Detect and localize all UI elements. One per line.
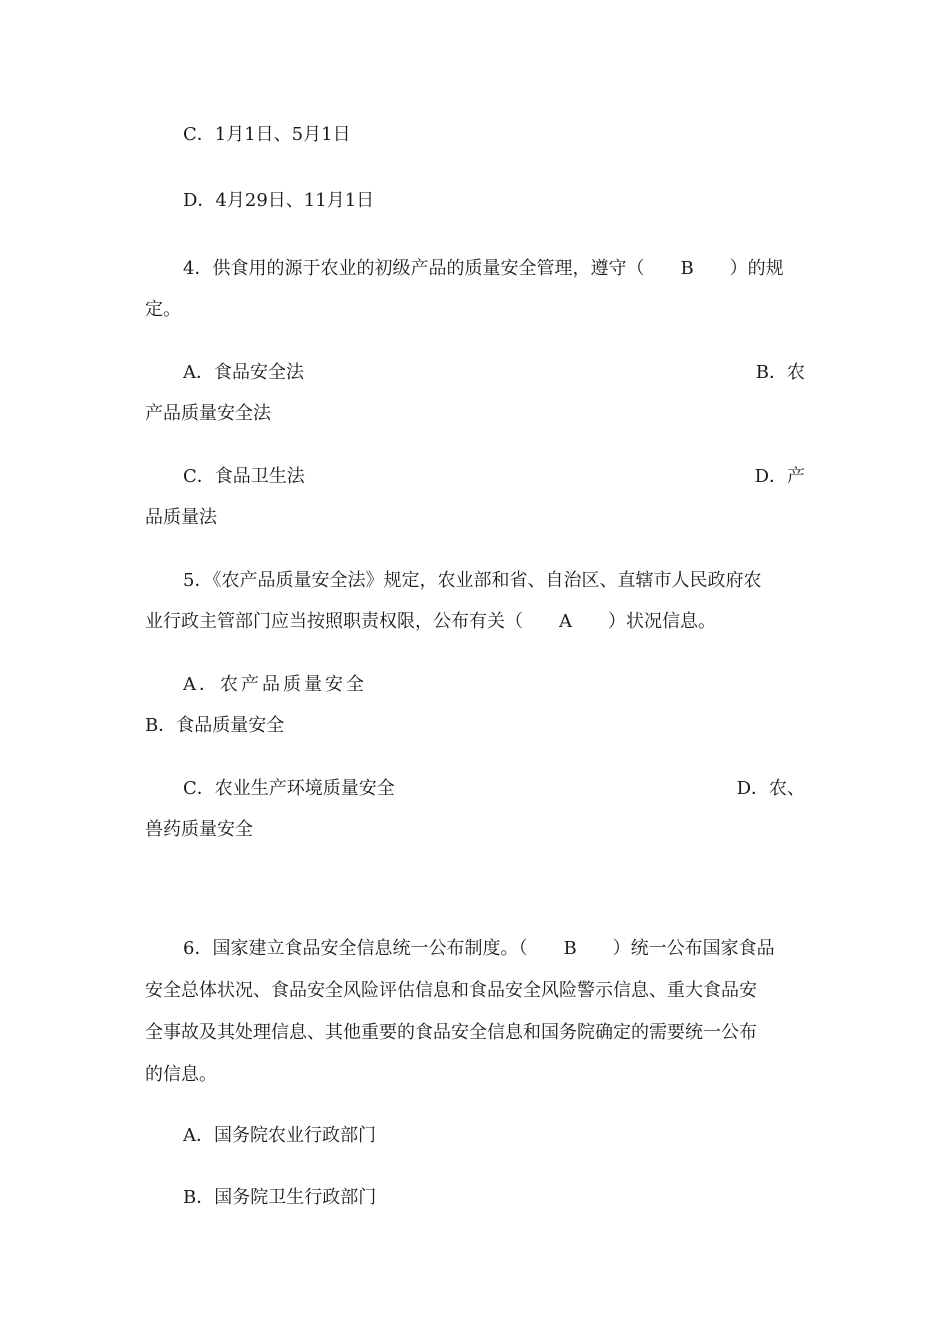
q3-option-c: C．1月1日、5月1日 [183,124,351,145]
q3-option-d: D．4月29日、11月1日 [183,190,375,211]
q4-option-d-start: D．产 [754,466,805,487]
q4-option-d-end: 品质量法 [145,507,217,528]
q6-option-a: A．国务院农业行政部门 [183,1125,376,1146]
q4-option-b-end: 产品质量安全法 [145,403,271,424]
q4-stem-line1: 4．供食用的源于农业的初级产品的质量安全管理，遵守（ B ）的规 [183,258,784,279]
q5-stem-line1: 5．《农产品质量安全法》规定，农业部和省、自治区、直辖市人民政府农 [183,570,762,591]
q5-option-d-end: 兽药质量安全 [145,819,253,840]
q5-stem-line2: 业行政主管部门应当按照职责权限，公布有关（ A ）状况信息。 [145,611,716,632]
q6-stem-line1: 6．国家建立食品安全信息统一公布制度。（ B ）统一公布国家食品 [183,938,775,959]
q4-option-a: A．食品安全法 [183,362,304,383]
q5-option-b: B．食品质量安全 [145,715,285,736]
q4-option-c: C．食品卫生法 [183,466,305,487]
q5-option-a: A．农产品质量安全 [183,674,367,695]
q6-stem-line4: 的信息。 [145,1064,217,1085]
q4-stem-line2: 定。 [145,299,181,320]
q4-option-b-start: B．农 [755,362,805,383]
q6-option-b: B．国务院卫生行政部门 [183,1187,377,1208]
q6-stem-line2: 安全总体状况、食品安全风险评估信息和食品安全风险警示信息、重大食品安 [145,980,757,1001]
q5-option-c: C．农业生产环境质量安全 [183,778,395,799]
q6-stem-line3: 全事故及其处理信息、其他重要的食品安全信息和国务院确定的需要统一公布 [145,1022,757,1043]
q5-option-d-start: D．农、 [736,778,805,799]
